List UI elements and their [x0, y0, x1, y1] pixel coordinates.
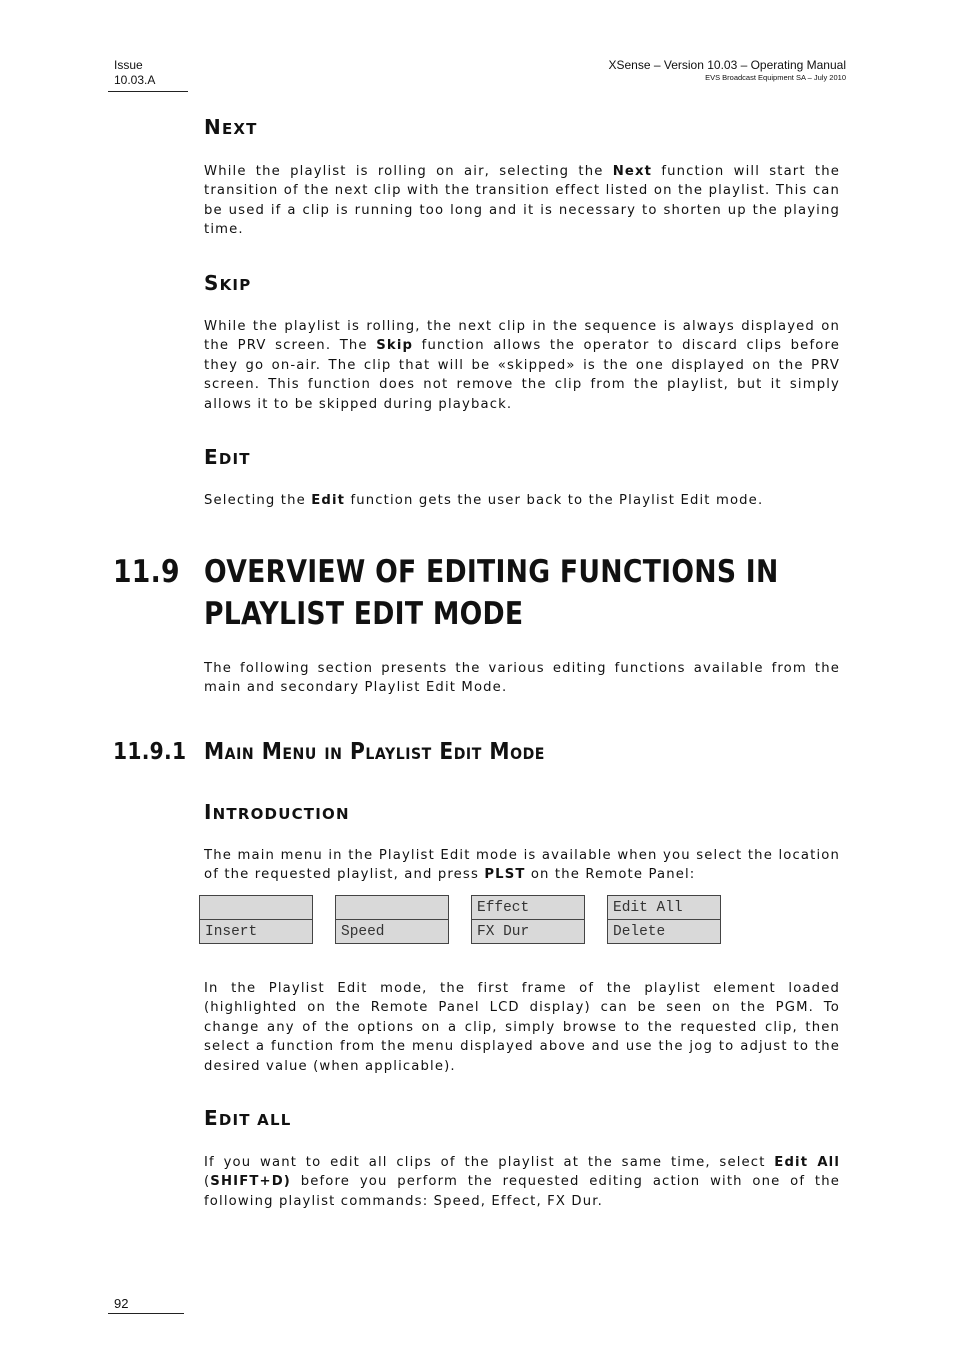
- paragraph-next: While the playlist is rolling on air, selecting the Next function will start the transition of the next clip with the transition effect listed on the playlist. This can be used if a clip is running too long and it is necessary to shorten up the playing time.: [204, 164, 841, 238]
- paragraph-after-menu: In the Playlist Edit mode, the first frame of the playlist element loaded (highlighted on the Remote Panel LCD display) can be seen on the PGM. To change any of the options on a clip, simply browse to the requested clip, then select a function from the menu displayed above and use the jog to adjust to the desired value (when applicable).: [204, 981, 840, 1074]
- lcd-cell: Effect: [472, 896, 585, 920]
- heading-skip: SKIP: [204, 271, 252, 295]
- issue-label: Issue: [114, 58, 143, 72]
- page-number: 92: [114, 1296, 129, 1311]
- header-rule: [108, 91, 188, 92]
- publisher-line: EVS Broadcast Equipment SA – July 2010: [705, 73, 846, 82]
- term-shift-d: SHIFT+D): [210, 1174, 291, 1190]
- lcd-cell: [336, 896, 449, 920]
- issue-number: 10.03.A: [114, 73, 156, 87]
- term-skip: Skip: [376, 338, 414, 354]
- paragraph-introduction: The main menu in the Playlist Edit mode is available when you select the location of the requested playlist, and press PLST on the Remote Panel:: [204, 848, 840, 883]
- manual-title: XSense – Version 10.03 – Operating Manual: [608, 58, 846, 72]
- heading-edit: EDIT: [204, 445, 251, 469]
- footer-rule: [108, 1313, 184, 1314]
- lcd-menu-column-1: [199, 895, 313, 944]
- heading-edit-all: EDIT ALL: [204, 1106, 292, 1130]
- heading-introduction: INTRODUCTION: [204, 800, 350, 824]
- header-issue: [114, 58, 155, 88]
- lcd-cell: [200, 896, 313, 920]
- paragraph-section-intro: The following section presents the various editing functions available from the main and secondary Playlist Edit Mode.: [204, 661, 840, 696]
- paragraph-edit: Selecting the Edit function gets the user back to the Playlist Edit mode.: [204, 493, 764, 508]
- header-title-block: [609, 58, 847, 83]
- lcd-cell: Delete: [608, 920, 721, 944]
- lcd-cell: Speed: [336, 920, 449, 944]
- lcd-menu-column-2: [335, 895, 449, 944]
- heading-next: NEXT: [204, 115, 258, 139]
- lcd-cell: Edit All: [608, 896, 721, 920]
- term-next: Next: [612, 164, 653, 179]
- section-title: OVERVIEW OF EDITING FUNCTIONS IN PLAYLIST EDIT MODE: [204, 554, 779, 632]
- lcd-cell: Insert: [200, 920, 313, 944]
- term-plst: PLST: [484, 867, 526, 883]
- subsection-number: 11.9.1: [113, 739, 187, 765]
- lcd-menu-column-3: [471, 895, 585, 944]
- paragraph-edit-all: If you want to edit all clips of the playlist at the same time, select Edit All (SHIFT+D) before you perform the requested editing action with one of the following playlist commands: Speed, Effect, FX Dur.: [204, 1155, 841, 1209]
- subsection-title: Main Menu in Playlist Edit Mode: [204, 739, 545, 765]
- term-edit-all: Edit All: [774, 1155, 841, 1170]
- lcd-cell: FX Dur: [472, 920, 585, 944]
- section-number: 11.9: [113, 554, 180, 590]
- paragraph-skip: While the playlist is rolling, the next clip in the sequence is always displayed on the PRV screen. The Skip function allows the operator to discard clips before they go on-air. The clip that will be «skipped» is the one displayed on the PRV screen. This function does not remove the clip from the playlist, but it simply allows it to be skipped during playback.: [204, 319, 840, 412]
- lcd-menu-column-4: [607, 895, 721, 944]
- term-edit: Edit: [311, 493, 346, 508]
